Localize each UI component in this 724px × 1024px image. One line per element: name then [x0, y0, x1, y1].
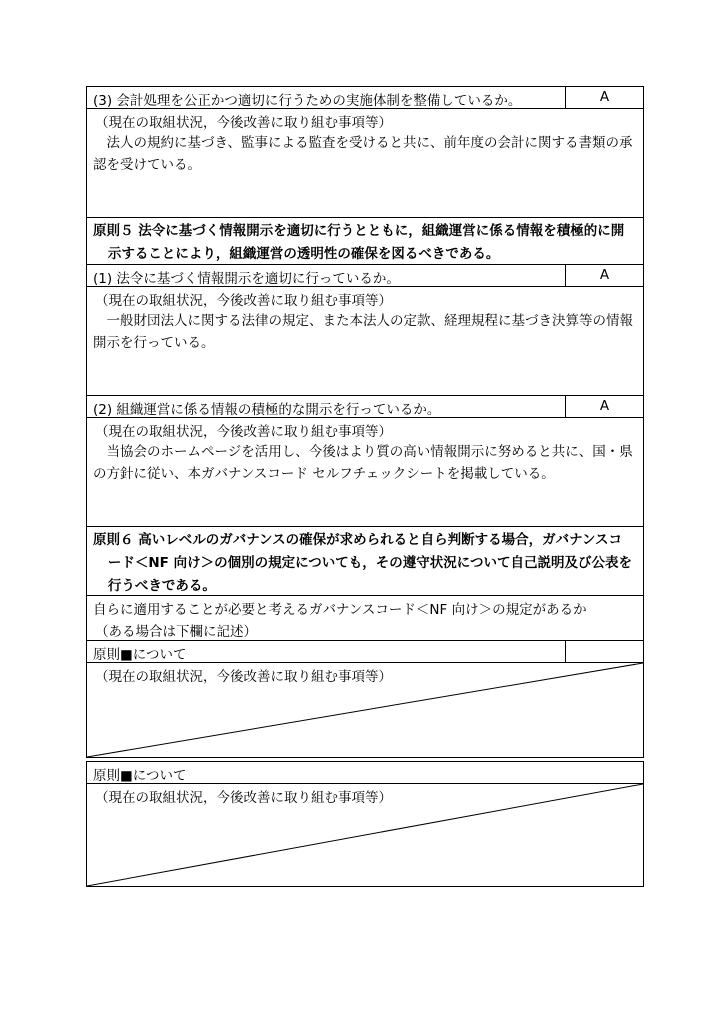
principle-5-heading	[86, 217, 644, 265]
grade-cell	[565, 641, 643, 662]
note-box-item-2	[86, 783, 644, 887]
note-box-item-1	[86, 662, 644, 758]
note-label: （現在の取組状況，今後改善に取り組む事項等）	[95, 424, 392, 440]
principle-6-heading	[86, 526, 644, 596]
principle-item-title: 原則■について	[93, 768, 187, 784]
grade-cell: A	[565, 396, 643, 417]
note-text: 法人の規約に基づき、監事による監査を受けると共に、前年度の会計に関する書類の承認を受けている。	[93, 135, 633, 173]
grade-cell: A	[565, 265, 643, 286]
question-row-p5-1	[86, 264, 644, 287]
question-text: (1) 法令に基づく情報開示を適切に行っているか。	[93, 271, 400, 287]
grade-cell: A	[565, 87, 643, 108]
note-box-3	[86, 108, 644, 218]
principle-item-title: 原則■について	[93, 647, 187, 663]
note-label: （現在の取組状況，今後改善に取り組む事項等）	[95, 115, 392, 131]
question-text: (2) 組織運営に係る情報の積極的な開示を行っているか。	[93, 402, 441, 418]
apply-question: 自らに適用することが必要と考えるガバナンスコード＜NF 向け＞の規定があるか	[93, 602, 587, 618]
principle-item-row-1	[86, 640, 644, 663]
principle-text: 原則６ 高いレベルのガバナンスの確保が求められると自ら判断する場合，ガバナンスコード＜NF 向け＞の個別の規定についても，その遵守状況について自己説明及び公表を行うべきである。	[93, 532, 633, 594]
principle-item-row-2	[86, 761, 644, 784]
apply-question-box	[86, 595, 644, 641]
note-label: （現在の取組状況，今後改善に取り組む事項等）	[95, 669, 392, 685]
note-text: 当協会のホームページを活用し、今後はより質の高い情報開示に努めると共に、国・県の方針に従い、本ガバナンスコード セルフチェックシートを掲載している。	[93, 444, 633, 482]
principle-text: 原則５ 法令に基づく情報開示を適切に行うとともに，組織運営に係る情報を積極的に開示することにより，組織運営の透明性の確保を図るべきである。	[93, 223, 625, 262]
question-row-p5-2	[86, 395, 644, 418]
question-text: (3) 会計処理を公正かつ適切に行うための実施体制を整備しているか。	[93, 93, 522, 109]
note-box-p5-1	[86, 286, 644, 396]
note-box-p5-2	[86, 417, 644, 527]
note-text: 一般財団法人に関する法律の規定、また本法人の定款、経理規程に基づき決算等の情報開示を行っている。	[93, 313, 633, 351]
apply-note: （ある場合は下欄に記述）	[95, 624, 257, 640]
note-label: （現在の取組状況，今後改善に取り組む事項等）	[95, 293, 392, 309]
note-label: （現在の取組状況，今後改善に取り組む事項等）	[95, 790, 392, 806]
question-row-3	[86, 86, 644, 109]
